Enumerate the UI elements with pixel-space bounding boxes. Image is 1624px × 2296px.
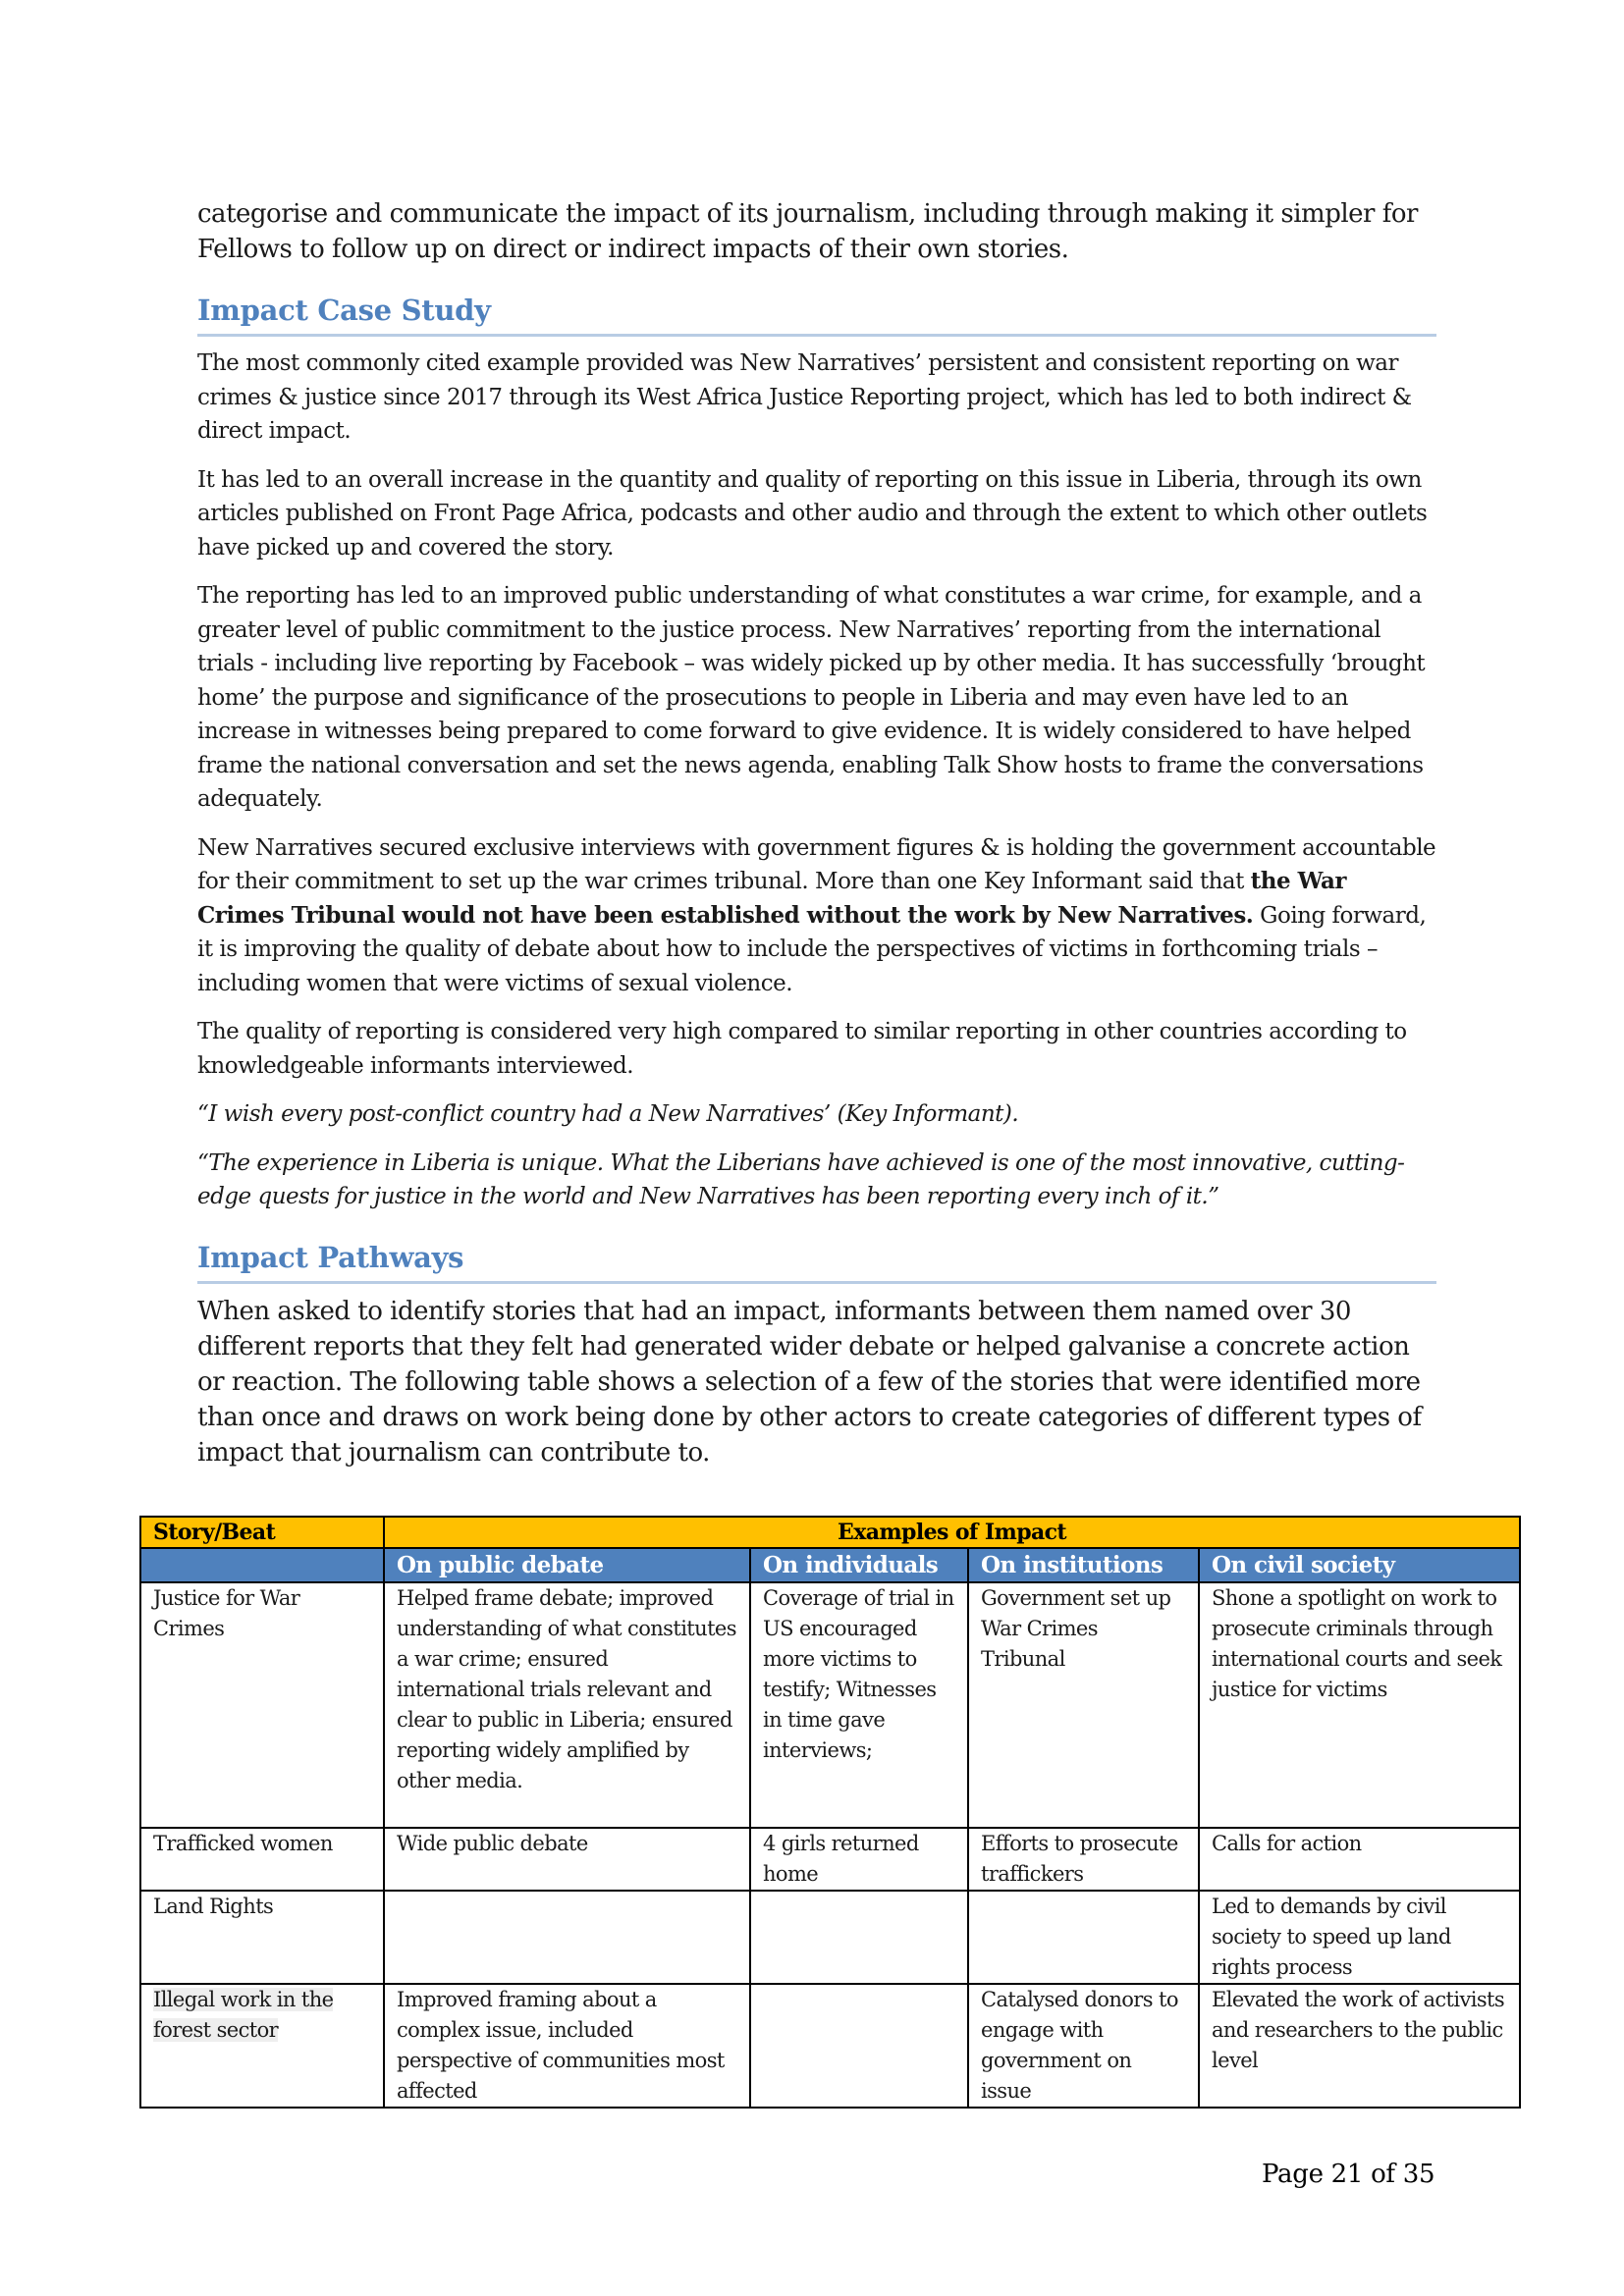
highlighted-story-text: Illegal work in the forest sector <box>153 1988 334 2042</box>
table-header-row-2 <box>140 1548 1520 1582</box>
cell-individuals <box>750 1984 968 2108</box>
cell-public-debate: Improved framing about a complex issue, included perspective of communities most affected <box>384 1984 750 2108</box>
header-on-institutions: On institutions <box>968 1548 1199 1582</box>
pathways-paragraph: When asked to identify stories that had an impact, informants between them named over 30 different reports that they felt had generated wider debate or helped galvanise a concrete action or reaction. The following table shows a selection of a few of the stories that were identified more than once and draws on work being done by other actors to create categories of different types of impact that journalism can contribute to. <box>197 1296 1422 1468</box>
table-row <box>140 1984 1520 2108</box>
page-number: Page 21 of 35 <box>1262 2160 1435 2189</box>
cell-civil-society: Led to demands by civil society to speed up land rights process <box>1199 1891 1520 1984</box>
table-row <box>140 1582 1520 1828</box>
cell-individuals: 4 girls returned home <box>750 1828 968 1891</box>
intro-paragraph: categorise and communicate the impact of its journalism, including through making it simpler for Fellows to follow up on direct or indirect impacts of their own stories. <box>197 199 1418 264</box>
p4-text-before: New Narratives secured exclusive interviews with government figures & is holding the government accountable for their commitment to set up the war crimes tribunal. More than one Key Informant said that <box>197 834 1436 894</box>
header-examples-of-impact: Examples of Impact <box>384 1517 1520 1548</box>
heading-impact-pathways: Impact Pathways <box>197 1240 1436 1284</box>
key-informant-quote-2: “The experience in Liberia is unique. What the Liberians have achieved is one of the most innovative, cutting-edge quests for justice in the world and New Narratives has been reporting every inch of it.” <box>197 1149 1405 1209</box>
case-study-paragraph-4 <box>197 831 1436 1001</box>
page-body <box>197 196 1436 1485</box>
cell-individuals: Coverage of trial in US encouraged more victims to testify; Witnesses in time gave interviews; <box>750 1582 968 1828</box>
cell-story: Trafficked women <box>140 1828 384 1891</box>
cell-public-debate: Wide public debate <box>384 1828 750 1891</box>
key-informant-quote-1: “I wish every post-conflict country had a New Narratives’ (Key Informant). <box>197 1101 1019 1127</box>
table-row <box>140 1891 1520 1984</box>
cell-story: Land Rights <box>140 1891 384 1984</box>
cell-public-debate: Helped frame debate; improved understanding of what constitutes a war crime; ensured international trials relevant and clear to public in Liberia; ensured reporting widely amplified by other media. <box>384 1582 750 1828</box>
case-study-paragraph-1: The most commonly cited example provided was New Narratives’ persistent and consistent reporting on war crimes & justice since 2017 through its West Africa Justice Reporting project, which has led to both indirect & direct impact. <box>197 350 1412 444</box>
cell-civil-society: Calls for action <box>1199 1828 1520 1891</box>
header-on-civil-society: On civil society <box>1199 1548 1520 1582</box>
cell-story: Justice for War Crimes <box>140 1582 384 1828</box>
table-row <box>140 1828 1520 1891</box>
case-study-paragraph-5: The quality of reporting is considered very high compared to similar reporting in other countries according to knowledgeable informants interviewed. <box>197 1019 1407 1079</box>
case-study-paragraph-2: It has led to an overall increase in the quantity and quality of reporting on this issue in Liberia, through its own articles published on Front Page Africa, podcasts and other audio and through the extent to which other outlets have picked up and covered the story. <box>197 466 1428 561</box>
case-study-paragraph-3: The reporting has led to an improved public understanding of what constitutes a war crime, for example, and a greater level of public commitment to the justice process. New Narratives’ reporting from the international trials - including live reporting by Facebook – was widely picked up by other media. It has successfully ‘brought home’ the purpose and significance of the prosecutions to people in Liberia and may even have led to an increase in witnesses being prepared to come forward to give evidence. It is widely considered to have helped frame the national conversation and set the news agenda, enabling Talk Show hosts to frame the conversations adequately. <box>197 583 1426 812</box>
header-story-beat: Story/Beat <box>140 1517 384 1548</box>
table-header-row-1 <box>140 1517 1520 1548</box>
cell-civil-society: Shone a spotlight on work to prosecute criminals through international courts and seek justice for victims <box>1199 1582 1520 1828</box>
cell-institutions: Catalysed donors to engage with government on issue <box>968 1984 1199 2108</box>
header-blank <box>140 1548 384 1582</box>
header-on-public-debate: On public debate <box>384 1548 750 1582</box>
header-on-individuals: On individuals <box>750 1548 968 1582</box>
cell-civil-society: Elevated the work of activists and researchers to the public level <box>1199 1984 1520 2108</box>
cell-public-debate <box>384 1891 750 1984</box>
cell-story <box>140 1984 384 2108</box>
impact-examples-table <box>139 1516 1521 2109</box>
cell-institutions: Government set up War Crimes Tribunal <box>968 1582 1199 1828</box>
cell-institutions <box>968 1891 1199 1984</box>
cell-individuals <box>750 1891 968 1984</box>
cell-institutions: Efforts to prosecute traffickers <box>968 1828 1199 1891</box>
heading-impact-case-study: Impact Case Study <box>197 293 1436 337</box>
p4-bold-claim: the War Crimes Tribunal would not have been established without the work by New Narratives. <box>197 868 1347 929</box>
p4-text-after: Going forward, it is improving the quality of debate about how to include the perspectives of victims in forthcoming trials – including women that were victims of sexual violence. <box>197 902 1427 996</box>
